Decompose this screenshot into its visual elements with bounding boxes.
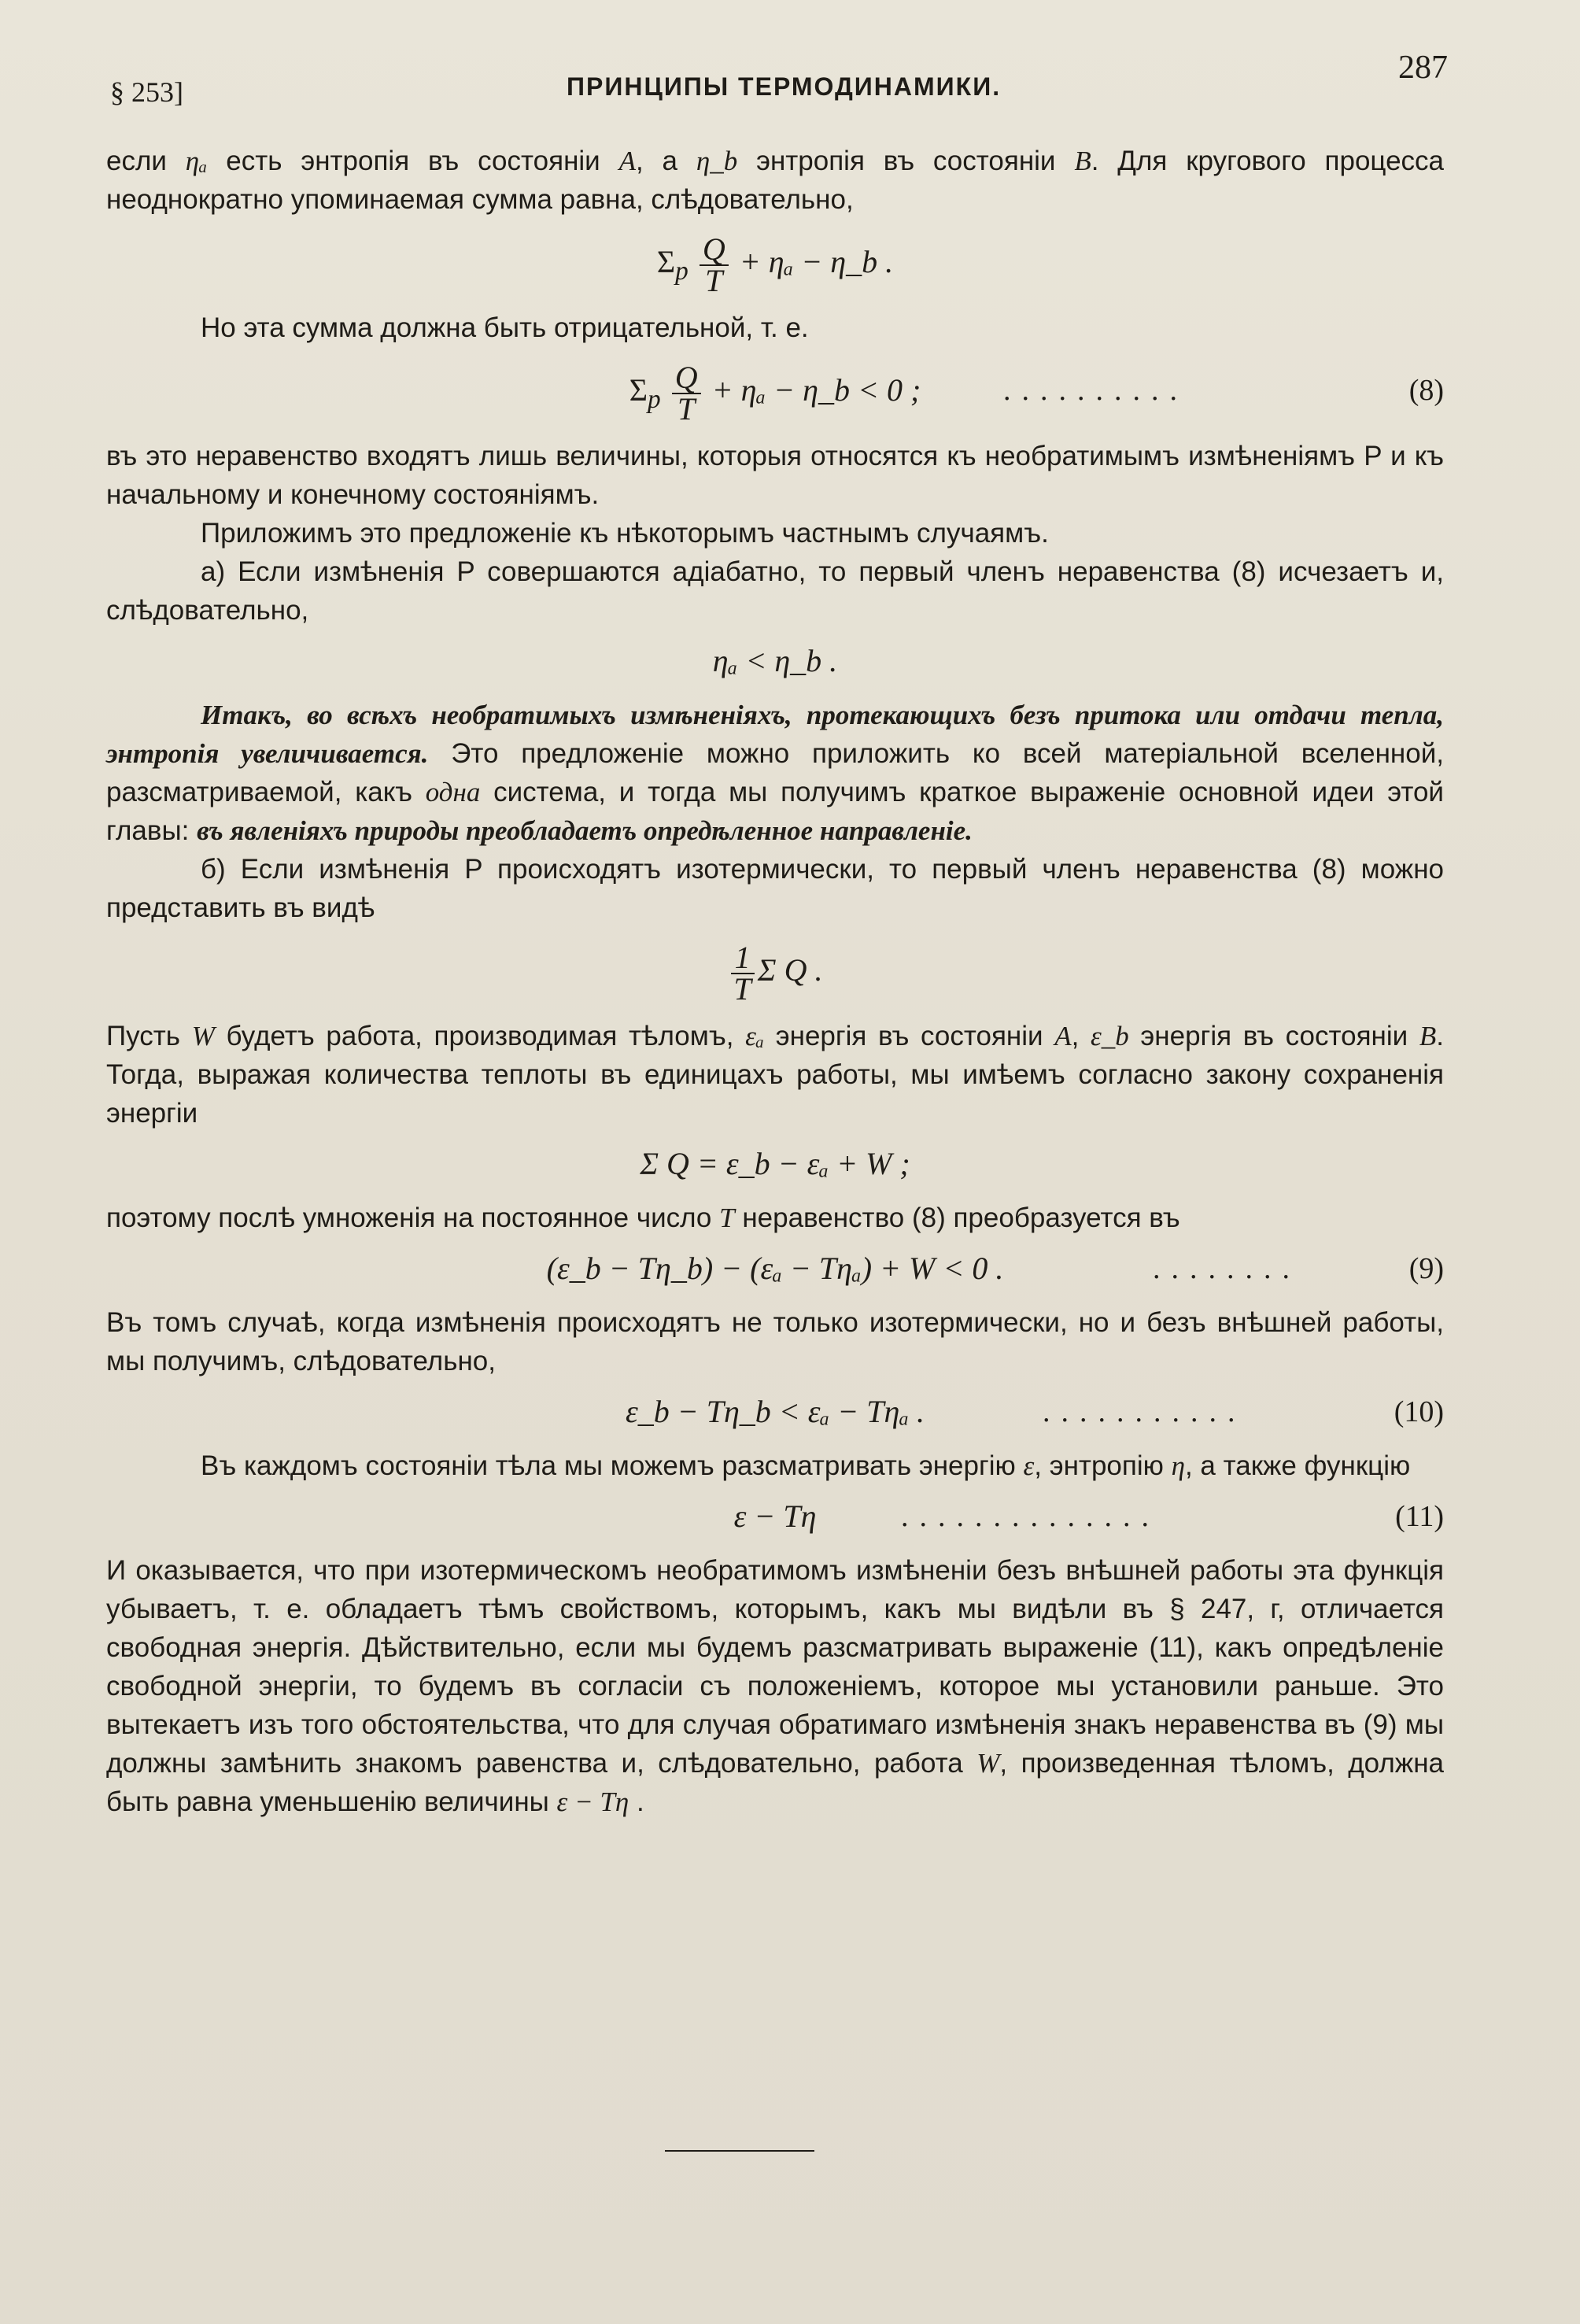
- paragraph-8: Пусть W будетъ работа, производимая тѣломъ, εₐ энергія въ состояніи A, ε_b энергія въ состояніи B. Тогда, выражая количества теплоты въ единицахъ работы, мы имѣемъ согласно закону сохраненія энергіи: [106, 1021, 1444, 1129]
- paragraph-5: а) Если измѣненія P совершаются адіабатно, то первый членъ неравенства (8) исчезаетъ и, слѣдовательно,: [106, 556, 1444, 626]
- end-rule: [665, 2150, 814, 2152]
- equation-number-10: (10): [1394, 1395, 1444, 1428]
- page-header: [110, 49, 1448, 112]
- paragraph-3: въ это неравенство входятъ лишь величины, которыя относятся къ необратимымъ измѣненіямъ P и къ начальному и конечному состояніямъ.: [106, 441, 1444, 510]
- paragraph-2: Но эта сумма должна быть отрицательной, т. е.: [201, 312, 809, 343]
- paragraph-11: Въ каждомъ состояніи тѣла мы можемъ разсматривать энергію ε, энтропію η, а также функцію: [201, 1450, 1411, 1481]
- running-title: ПРИНЦИПЫ ТЕРМОДИНАМИКИ.: [567, 72, 1002, 101]
- equation-number-9: (9): [1408, 1252, 1444, 1285]
- page-body: [106, 142, 1444, 1821]
- formula-energy: Σ Q = ε_b − εₐ + W ;: [640, 1146, 910, 1181]
- paragraph-10: Въ томъ случаѣ, когда измѣненія происходятъ не только изотермически, но и безъ внѣшней работы, мы получимъ, слѣдовательно,: [106, 1307, 1444, 1376]
- formula-10: ε_b − Tη_b < εₐ − Tηₐ . ........... (10): [106, 1388, 1444, 1435]
- formula-heat-sum: $\frac{1}{T}$ Σ Q .: [106, 935, 1444, 1006]
- paragraph-1: если ηₐ есть энтропія въ состояніи A, а η_b энтропія въ состояніи B. Для кругового процесса неоднократно упоминаемая сумма равна, слѣдовательно,: [106, 146, 1445, 215]
- formula-9: (ε_b − Tη_b) − (εₐ − Tηₐ) + W < 0 . ........ (9): [106, 1245, 1444, 1292]
- paragraph-9: поэтому послѣ умноженія на постоянное число T неравенство (8) преобразуется въ: [106, 1203, 1180, 1233]
- page-number: 287: [1398, 50, 1448, 86]
- section-ref: § 253]: [110, 76, 183, 108]
- paragraph-12: И оказывается, что при изотермическомъ необратимомъ измѣненіи безъ внѣшней работы эта функція убываетъ, т. е. обладаетъ тѣмъ свойствомъ, которымъ, какъ мы видѣли въ § 247, г, отличается свободная энергія. Дѣйствительно, если мы будемъ разсматривать выраженіе (11), какъ опредѣленіе свободной энергіи, то будемъ въ согласіи съ положеніемъ, которое мы установили раньше. Это вытекаетъ изъ того обстоятельства, что для случая обратимаго измѣненія знакъ неравенства въ (9) мы должны замѣнить знакомъ равенства и, слѣдовательно, работа W, произведенная тѣломъ, должна быть равна уменьшенію величины ε − Tη .: [106, 1555, 1445, 1817]
- equation-number-8: (8): [1408, 374, 1444, 407]
- paragraph-7: б) Если измѣненія P происходятъ изотермически, то первый членъ неравенства (8) можно представить въ видѣ: [106, 854, 1444, 923]
- formula-entropy-inequality: ηₐ < η_b .: [712, 643, 838, 678]
- formula-8: $\Sigma_p$ $\frac{Q}{T}$ + ηₐ − η_b < 0 ; .......... (8): [106, 355, 1444, 426]
- paragraph-6: Итакъ, во всѣхъ необратимыхъ измѣненіяхъ, протекающихъ безъ притока или отдачи тепла, энтропія увеличивается. Это предложеніе можно приложить ко всей матеріальной вселенной, разсматриваемой, какъ одна система, и тогда мы получимъ краткое выраженіе основной идеи этой главы: въ явленіяхъ природы преобладаетъ опредѣленное направленіе.: [106, 700, 1444, 846]
- formula-11: ε − Tη .............. (11): [106, 1493, 1444, 1540]
- formula-sum: $\Sigma_p$ $\frac{Q}{T}$ + ηₐ − η_b .: [656, 231, 894, 298]
- paragraph-4: Приложимъ это предложеніе къ нѣкоторымъ частнымъ случаямъ.: [201, 518, 1049, 549]
- equation-number-11: (11): [1395, 1500, 1444, 1533]
